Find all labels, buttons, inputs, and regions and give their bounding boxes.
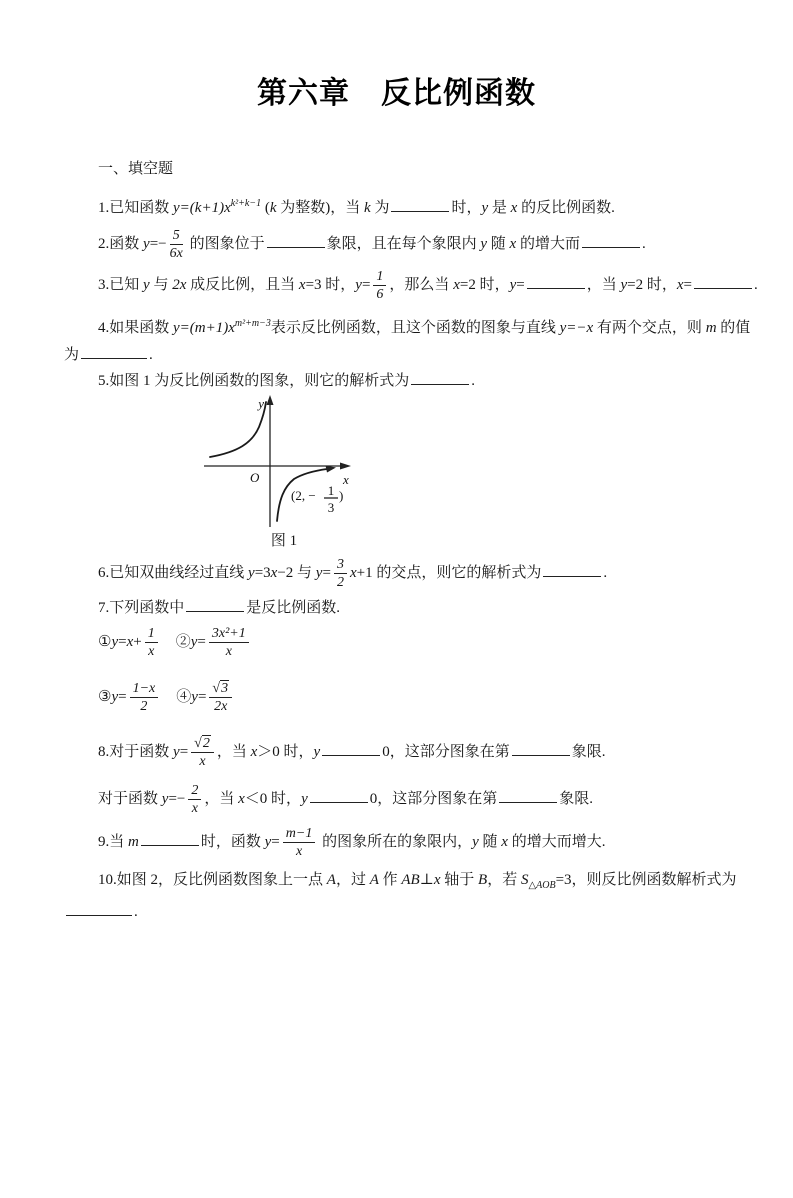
fraction [209, 626, 249, 659]
text-run: 的图象所在的象限内， [318, 833, 473, 850]
blank-underline [310, 788, 368, 803]
line-q9 [64, 826, 765, 859]
text-run: 有两个交点，则 [593, 320, 706, 336]
math-run: x [270, 564, 278, 581]
math-run: k [269, 200, 277, 216]
text-run: =2 时， [627, 276, 677, 293]
math-run: y [191, 688, 198, 705]
text-run: 7.下列函数中 [98, 600, 185, 616]
text-run: 为 [64, 347, 80, 363]
text-run: 3.已知 [98, 276, 144, 293]
math-run: x [510, 200, 518, 216]
text-run: ③ [98, 688, 112, 705]
fraction [170, 228, 183, 261]
math-run: A [369, 872, 379, 888]
text-run: ④ [161, 688, 192, 705]
math-run: y [190, 633, 198, 650]
text-run: 作 [378, 872, 402, 888]
text-run: . [603, 564, 608, 581]
text-run: = [118, 688, 127, 705]
fraction-numerator: m−1 [283, 826, 316, 843]
text-run: 象限，且在每个象限内 [326, 235, 481, 252]
radicand: 3 [221, 681, 229, 696]
fraction [209, 681, 232, 714]
math-run: AB [401, 872, 420, 888]
y-axis-label: y [258, 396, 264, 411]
math-run: y [480, 235, 488, 252]
fraction-denominator: x [148, 644, 155, 659]
math-run: y [620, 276, 628, 293]
math-run: y [264, 833, 272, 850]
fraction-denominator: x [225, 644, 232, 659]
point-label-prefix: (2, − [291, 488, 316, 503]
text-run: ，当 [204, 790, 239, 807]
text-run: 与 [149, 276, 173, 293]
text-run: +1 的交点，则它的解析式为 [356, 564, 542, 581]
fraction-numerator: 2 [188, 783, 201, 800]
math-run: x [501, 833, 508, 850]
blank-underline [391, 197, 449, 212]
figure-1 [64, 395, 765, 551]
text-run: =3，则反比例函数解析式为 [555, 872, 737, 888]
math-run: x [349, 564, 357, 581]
math-run: x [250, 743, 258, 760]
math-run: y [143, 276, 150, 293]
math-run: x [298, 276, 306, 293]
fraction [283, 826, 316, 859]
line-q10a [64, 869, 765, 897]
text-run: 是 [488, 200, 511, 216]
blank-underline [499, 788, 557, 803]
line-q3 [64, 269, 765, 302]
text-run: ( [261, 200, 270, 216]
text-run: + [133, 633, 142, 650]
text-run: = [683, 276, 693, 293]
text-run: = [197, 633, 206, 650]
math-run: A [326, 872, 336, 888]
blank-underline [66, 901, 132, 916]
math-run: y [161, 790, 169, 807]
text-run: ＞0 时， [257, 743, 314, 760]
content [64, 158, 765, 924]
blank-underline [267, 233, 325, 248]
text-run: 象限. [571, 743, 606, 760]
text-run: =− [168, 790, 186, 807]
line-opts12 [64, 626, 765, 659]
line-q8b [64, 783, 765, 816]
math-run: y=(m+1)x [173, 320, 235, 336]
text-run: ① [98, 633, 112, 650]
fraction-denominator: x [191, 801, 198, 816]
math-run: y [313, 743, 321, 760]
point-frac-numerator: 1 [327, 483, 335, 498]
blank-underline [322, 741, 380, 756]
text-run: . [641, 235, 646, 252]
math-run: y [481, 200, 489, 216]
text-run: 轴于 [440, 872, 479, 888]
blank-underline [81, 344, 147, 359]
text-run: 的增大而 [516, 235, 580, 252]
worksheet-page [0, 76, 793, 924]
text-run: ，当 [586, 276, 621, 293]
math-run: y [355, 276, 362, 293]
math-run: m [128, 833, 139, 850]
math-run: y [315, 564, 323, 581]
text-run: 随 [487, 235, 510, 252]
text-run: 4.如果函数 [98, 320, 174, 336]
math-run: y [509, 276, 517, 293]
x-axis-arrow-icon [340, 463, 351, 470]
fraction-numerator: 1 [145, 626, 158, 643]
math-run: y [248, 564, 255, 581]
blank-underline [582, 233, 640, 248]
superscript: m²+m−3 [234, 318, 271, 329]
text-run: =− [149, 235, 167, 252]
math-run: y=(k+1)x [173, 200, 231, 216]
text-run: 的值 [716, 320, 751, 336]
blank-underline [512, 741, 570, 756]
questions-group-a [64, 192, 765, 393]
line-q4a [64, 312, 765, 340]
text-run: = [322, 564, 331, 581]
line-q2 [64, 228, 765, 261]
math-run: x [433, 872, 441, 888]
math-run: x [238, 790, 245, 807]
text-run: 10.如图 2，反比例函数图象上一点 [98, 872, 327, 888]
text-run: −2 与 [277, 564, 316, 581]
math-run: y [301, 790, 308, 807]
questions-group-b [64, 557, 765, 924]
text-run: = [271, 833, 280, 850]
fraction-denominator: 2x [214, 699, 228, 714]
line-opts34 [64, 681, 765, 714]
text-run: 8.对于函数 [98, 743, 174, 760]
text-run: ，若 [487, 872, 521, 888]
text-run: . [754, 276, 758, 293]
text-run: = [361, 276, 371, 293]
line-q10b [64, 901, 765, 924]
origin-label: O [250, 470, 260, 485]
math-run: y=−x [559, 320, 594, 336]
text-run: 的增大而增大. [507, 833, 606, 850]
fraction [373, 269, 386, 302]
line-q6 [64, 557, 765, 590]
math-run: x [676, 276, 684, 293]
sqrt-icon: √ [194, 736, 202, 751]
text-run: 为整数)，当 [276, 200, 365, 216]
section-heading: 一、填空题 [98, 161, 174, 177]
fraction-numerator: 5 [170, 228, 183, 245]
text-run: 5.如图 1 为反比例函数的图象，则它的解析式为 [98, 373, 410, 389]
text-run: 是反比例函数. [246, 600, 341, 616]
fraction [145, 626, 158, 659]
math-run: B [478, 872, 488, 888]
hyperbola-graph [180, 395, 440, 531]
math-run: y [111, 633, 119, 650]
math-run: y [143, 235, 150, 252]
text-run: = [118, 633, 127, 650]
text-run: =3 [254, 564, 271, 581]
math-run: y [173, 743, 180, 760]
line-q5 [64, 370, 765, 393]
radicand: 2 [202, 736, 210, 751]
text-run: 0，这部分图象在第 [369, 790, 498, 807]
math-run: x [509, 235, 517, 252]
text-run: 0，这部分图象在第 [382, 743, 510, 760]
fraction [334, 557, 347, 590]
fraction-denominator: 6x [169, 246, 183, 261]
math-run: y [111, 688, 119, 705]
blank-underline [141, 831, 199, 846]
fraction-denominator: 2 [140, 699, 148, 714]
math-run: k [364, 200, 371, 216]
fraction [191, 736, 214, 769]
text-run: ，当 [216, 743, 251, 760]
line-q7 [64, 597, 765, 620]
blank-underline [186, 597, 244, 612]
math-run: 2x [172, 276, 187, 293]
page-title: 第六章 反比例函数 [257, 77, 536, 110]
text-run: 6.已知双曲线经过直线 [98, 564, 249, 581]
fraction-numerator: 1 [373, 269, 386, 286]
line-q4b [64, 344, 765, 367]
text-run: 随 [478, 833, 502, 850]
text-run: 成反比例，且当 [186, 276, 299, 293]
math-run: x [126, 633, 134, 650]
text-run: ＜0 时， [244, 790, 302, 807]
math-run: x [453, 276, 460, 293]
line-q1 [64, 192, 765, 220]
fraction-denominator: 6 [376, 287, 384, 302]
fraction-denominator: x [295, 844, 303, 859]
text-run: 对于函数 [98, 790, 162, 807]
x-axis-label: x [343, 472, 349, 487]
point-frac-denominator: 3 [327, 500, 335, 515]
text-run: . [149, 347, 153, 363]
fraction-numerator: 1−x [130, 681, 159, 698]
blank-underline [694, 274, 752, 289]
text-run: 的反比例函数. [517, 200, 615, 216]
text-run: . [471, 373, 476, 389]
line-q8 [64, 736, 765, 769]
subscript: △AOB [528, 880, 556, 891]
fraction-numerator: 3 [334, 557, 347, 574]
text-run: ，过 [335, 872, 370, 888]
text-run: 表示反比例函数，且这个函数的图象与直线 [270, 320, 560, 336]
text-run: 象限. [559, 790, 594, 807]
blank-underline [543, 562, 601, 577]
fraction-denominator: 2 [336, 575, 344, 590]
superscript: k²+k−1 [230, 198, 262, 209]
text-run: 2.函数 [98, 235, 144, 252]
text-run: ⊥ [419, 872, 434, 888]
text-run: = [197, 688, 207, 705]
fraction-numerator [209, 681, 232, 698]
text-run: 的图象位于 [185, 235, 265, 252]
figure-caption: 图 1 [270, 533, 298, 549]
point-label-suffix: ) [339, 488, 344, 503]
fraction [130, 681, 159, 714]
text-run: =3 时， [305, 276, 356, 293]
fraction-denominator: x [199, 754, 206, 769]
text-run: 时，函数 [200, 833, 265, 850]
text-run: 9.当 [98, 833, 129, 850]
text-run: 时， [451, 200, 482, 216]
text-run: 为 [370, 200, 390, 216]
text-run: 1.已知函数 [98, 200, 174, 216]
text-run: = [516, 276, 525, 293]
text-run: ，那么当 [389, 276, 454, 293]
y-axis-arrow-icon [267, 395, 274, 405]
text-run: =2 时， [459, 276, 510, 293]
fraction [188, 783, 201, 816]
text-run: ② [160, 633, 191, 650]
math-run: S [520, 872, 529, 888]
sqrt-icon: √ [212, 681, 221, 696]
fraction-numerator [191, 736, 214, 753]
math-run: m [705, 320, 717, 336]
blank-underline [527, 274, 585, 289]
fraction-numerator: 3x²+1 [209, 626, 249, 643]
text-run: = [179, 743, 189, 760]
text-run: . [134, 904, 138, 920]
blank-underline [411, 370, 469, 385]
math-run: y [472, 833, 479, 850]
